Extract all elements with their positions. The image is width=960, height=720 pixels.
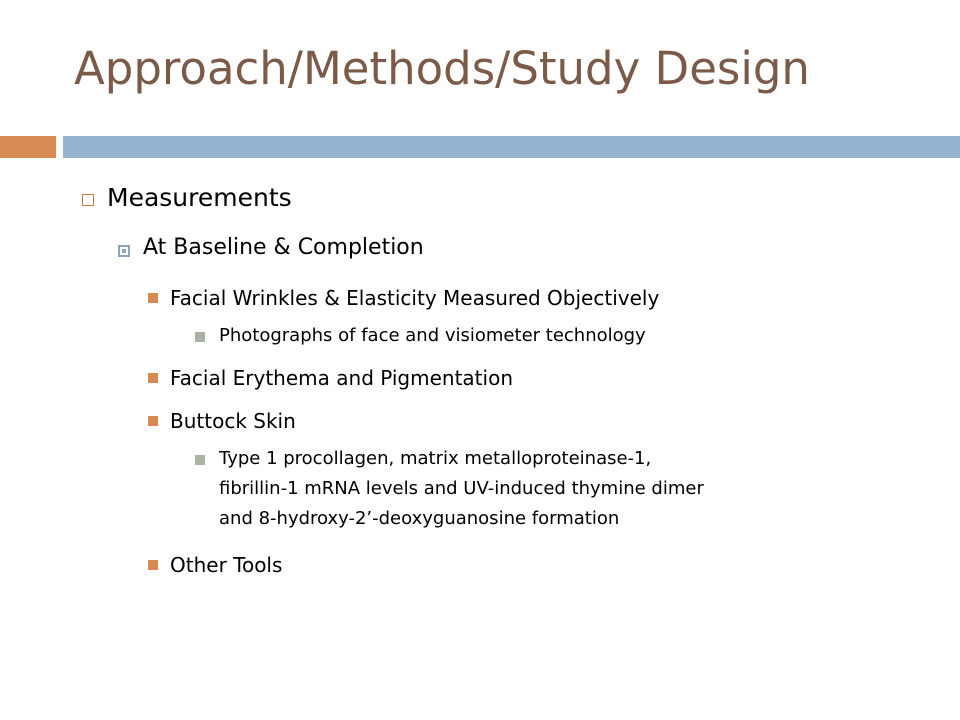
bullet-text: Measurements: [107, 183, 292, 212]
square-icon: [148, 416, 158, 426]
bullet-text: Type 1 procollagen, matrix metalloproteinase-1, fibrillin-1 mRNA levels and UV-induced thymine dimer and 8-hydroxy-2’-deoxyguanosine formation: [219, 448, 704, 529]
bullet-text: Buttock Skin: [170, 409, 296, 433]
bullet-text: Photographs of face and visiometer technology: [219, 325, 646, 346]
bullet-text: Facial Wrinkles & Elasticity Measured Objectively: [170, 286, 660, 310]
square-icon: [148, 373, 158, 383]
framed-square-icon: [118, 245, 130, 257]
title-rule: [63, 136, 960, 158]
square-icon: [195, 455, 205, 465]
bullet-text: Other Tools: [170, 553, 283, 577]
slide-title: Approach/Methods/Study Design: [74, 42, 810, 95]
bullet-text: Facial Erythema and Pigmentation: [170, 366, 513, 390]
square-icon: [148, 560, 158, 570]
square-icon: [148, 293, 158, 303]
hollow-square-icon: [82, 194, 94, 206]
square-icon: [195, 332, 205, 342]
bullet-text: At Baseline & Completion: [143, 235, 424, 260]
title-rule-accent: [0, 136, 56, 158]
